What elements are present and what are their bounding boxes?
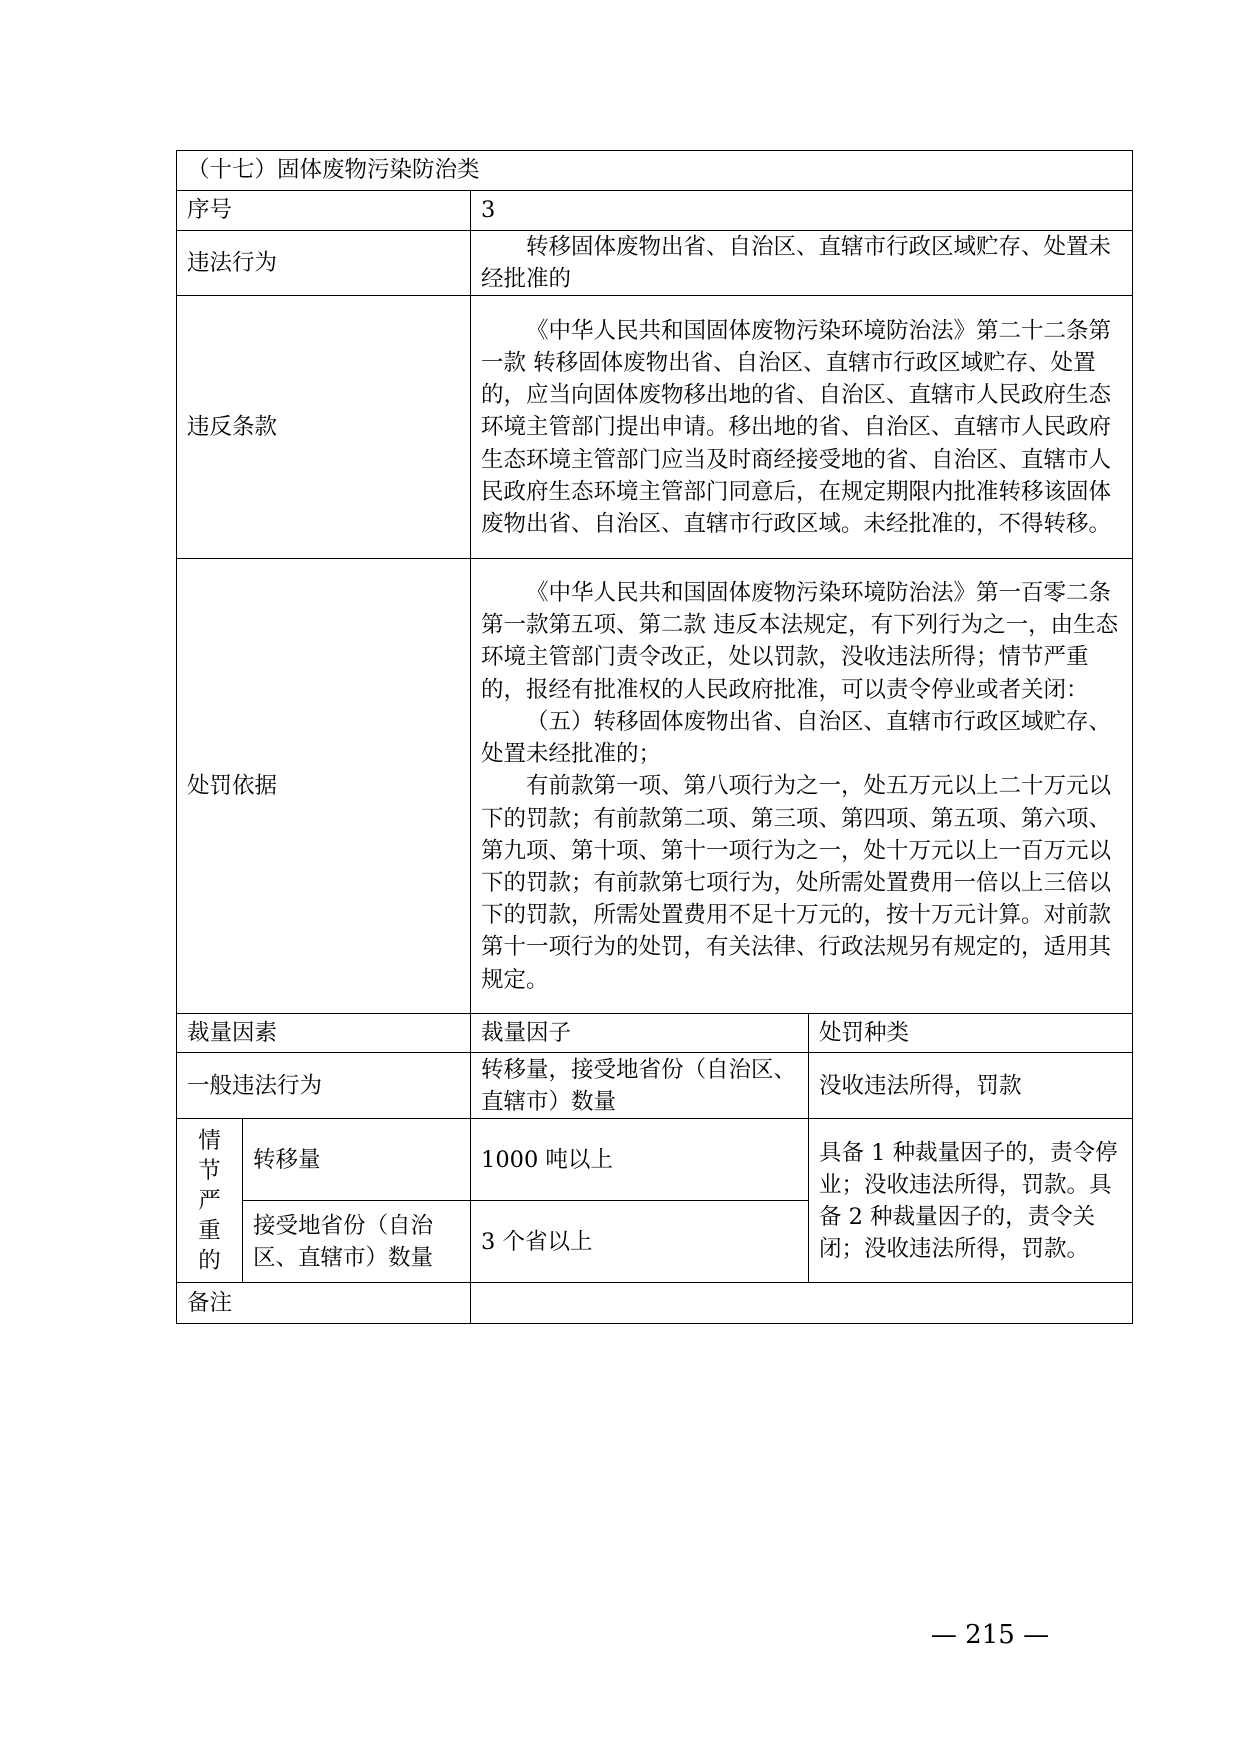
penalty-basis-cell [471, 559, 1133, 1014]
general-violation-penalty: 没收违法所得，罚款 [809, 1053, 1133, 1119]
remarks-value [471, 1283, 1133, 1324]
serial-row [177, 191, 1133, 231]
serial-label: 序号 [177, 191, 471, 231]
serious-value-transfer-amount: 1000 吨以上 [471, 1119, 809, 1201]
remarks-label: 备注 [177, 1283, 471, 1324]
remarks-row [177, 1283, 1133, 1324]
violation-cell [471, 231, 1133, 296]
discretion-header-row [177, 1014, 1133, 1053]
discretion-sub-factors-header: 裁量因子 [471, 1014, 809, 1053]
page-number: — 215 — [930, 1620, 1050, 1650]
serious-circumstances-label: 情 节 严 重 的 [177, 1119, 243, 1283]
serious-penalty: 具备 1 种裁量因子的，责令停业；没收违法所得，罚款。具备 2 种裁量因子的，责令关闭；没收违法所得，罚款。 [809, 1119, 1133, 1283]
serious-row-transfer-amount [177, 1119, 1133, 1201]
penalty-types-header: 处罚种类 [809, 1014, 1133, 1053]
violated-clause-text: 《中华人民共和国固体废物污染环境防治法》第二十二条第一款 转移固体废物出省、自治区、直辖市行政区域贮存、处置的，应当向固体废物移出地的省、自治区、直辖市人民政府生态环境主管部门提出申请。移出地的省、自治区、直辖市人民政府生态环境主管部门应当及时商经接受地的省、自治区、直辖市人民政府生态环境主管部门同意后，在规定期限内批准转移该固体废物出省、自治区、直辖市行政区域。未经批准的，不得转移。 [481, 317, 1112, 537]
serious-factor-transfer-amount: 转移量 [243, 1119, 471, 1201]
violation-row [177, 231, 1133, 296]
serious-value-province-count: 3 个省以上 [471, 1201, 809, 1283]
penalty-basis-label: 处罚依据 [177, 559, 471, 1014]
serial-value: 3 [471, 191, 1133, 231]
general-violation-label: 一般违法行为 [177, 1053, 471, 1119]
violated-clause-row [177, 296, 1133, 559]
serious-factor-province-count: 接受地省份（自治区、直辖市）数量 [243, 1201, 471, 1283]
section-title: （十七）固体废物污染防治类 [177, 151, 1133, 191]
general-violation-factor: 转移量，接受地省份（自治区、直辖市）数量 [471, 1053, 809, 1119]
penalty-basis-paragraph: （五）转移固体废物出省、自治区、直辖市行政区域贮存、处置未经批准的； [481, 708, 1112, 768]
violation-text: 转移固体废物出省、自治区、直辖市行政区域贮存、处置未经批准的 [481, 234, 1112, 293]
violated-clause-label: 违反条款 [177, 296, 471, 559]
discretion-factors-header: 裁量因素 [177, 1014, 471, 1053]
penalty-basis-paragraph: 《中华人民共和国固体废物污染环境防治法》第一百零二条第一款第五项、第二款 违反本法规定，有下列行为之一，由生态环境主管部门责令改正，处以罚款，没收违法所得；情节严重的，报经有批准权的人民政府批准，可以责令停业或者关闭： [481, 580, 1119, 703]
general-violation-row [177, 1053, 1133, 1119]
violation-label: 违法行为 [177, 231, 471, 296]
penalty-basis-row [177, 559, 1133, 1014]
penalty-discretion-table [176, 150, 1133, 1324]
violated-clause-cell [471, 296, 1133, 559]
penalty-basis-paragraph: 有前款第一项、第八项行为之一，处五万元以上二十万元以下的罚款；有前款第二项、第三项、第四项、第五项、第六项、第九项、第十项、第十一项行为之一，处十万元以上一百万元以下的罚款；有前款第七项行为，处所需处置费用一倍以上三倍以下的罚款，所需处置费用不足十万元的，按十万元计算。对前款第十一项行为的处罚，有关法律、行政法规另有规定的，适用其规定。 [481, 773, 1112, 993]
section-title-row [177, 151, 1133, 191]
